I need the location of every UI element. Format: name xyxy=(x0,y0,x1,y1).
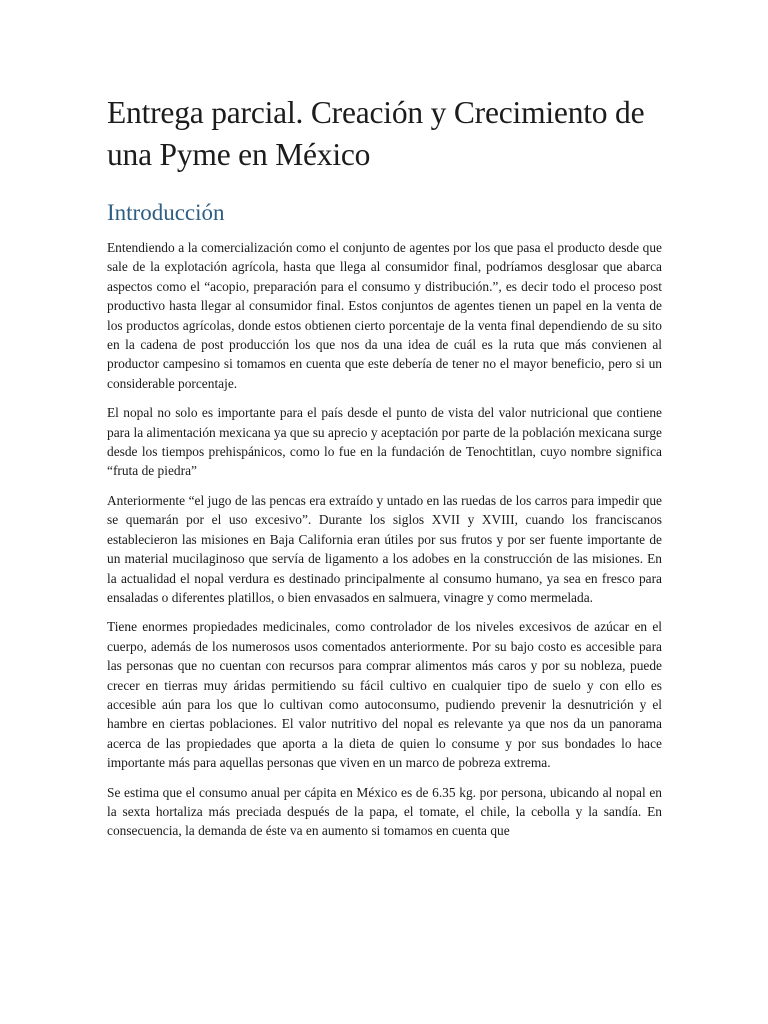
paragraph-2: El nopal no solo es importante para el país desde el punto de vista del valor nutricional que contiene para la alimentación mexicana ya que su aprecio y aceptación por parte de la población mexicana surge desde los tiempos prehispánicos, como lo fue en la fundación de Tenochtitlan, cuyo nombre significa “fruta de piedra” xyxy=(107,405,662,479)
paragraph-5: Se estima que el consumo anual per cápita en México es de 6.35 kg. por persona, ubicando al nopal en la sexta hortaliza más preciada después de la papa, el tomate, el chile, la cebolla y la sandía. En consecuencia, la demanda de éste va en aumento si tomamos en cuenta que xyxy=(107,784,662,839)
paragraph-1: Entendiendo a la comercialización como el conjunto de agentes por los que pasa el producto desde que sale de la explotación agrícola, hasta que llega al consumidor final, podríamos desglosar que abarca aspectos como el “acopio, preparación para el consumo y distribución.”, es decir todo el proceso post productivo hasta llegar al consumidor final. Estos conjuntos de agentes tienen un papel en la venta de los productos agrícolas, donde estos obtienen cierto porcentaje de la venta final dependiendo de su sito en la cadena de post producción los que nos da una idea de cuál es la ruta que más convienen al productor campesino si tomamos en cuenta que este debería de tener no el mayor beneficio, pero si un considerable porcentaje. xyxy=(107,240,662,391)
paragraph-4: Tiene enormes propiedades medicinales, como controlador de los niveles excesivos de azúcar en el cuerpo, además de los numerosos usos comentados anteriormente. Por su bajo costo es accesible para las personas que no cuentan con recursos para comprar alimentos más caros y por su nobleza, puede crecer en tierras muy áridas permitiendo su fácil cultivo en cualquier tipo de suelo y con ello es accesible aún para los que lo cultivan como autoconsumo, pudiendo prevenir la desnutrición y el hambre en ciertas poblaciones. El valor nutritivo del nopal es relevante ya que nos da un panorama acerca de las propiedades que aporta a la dieta de quien lo consume y por sus bondades lo hace importante más para aquellas personas que viven en un marco de pobreza extrema. xyxy=(107,619,662,771)
section-heading-introduccion: Introducción xyxy=(107,200,225,225)
paragraph-3: Anteriormente “el jugo de las pencas era extraído y untado en las ruedas de los carros para impedir que se quemarán por el uso excesivo”. Durante los siglos XVII y XVIII, cuando los franciscanos establecieron las misiones en Baja California eran útiles por sus frutos y por ser fuente importante de un material mucilaginoso que servía de ligamento a los adobes en la construcción de las misiones. En la actualidad el nopal verdura es destinado principalmente al consumo humano, ya sea en fresco para ensaladas o diferentes platillos, o bien envasados en salmuera, vinagre y como mermelada. xyxy=(107,492,662,605)
document-title: Entrega parcial. Creación y Crecimiento de una Pyme en México xyxy=(107,95,645,172)
